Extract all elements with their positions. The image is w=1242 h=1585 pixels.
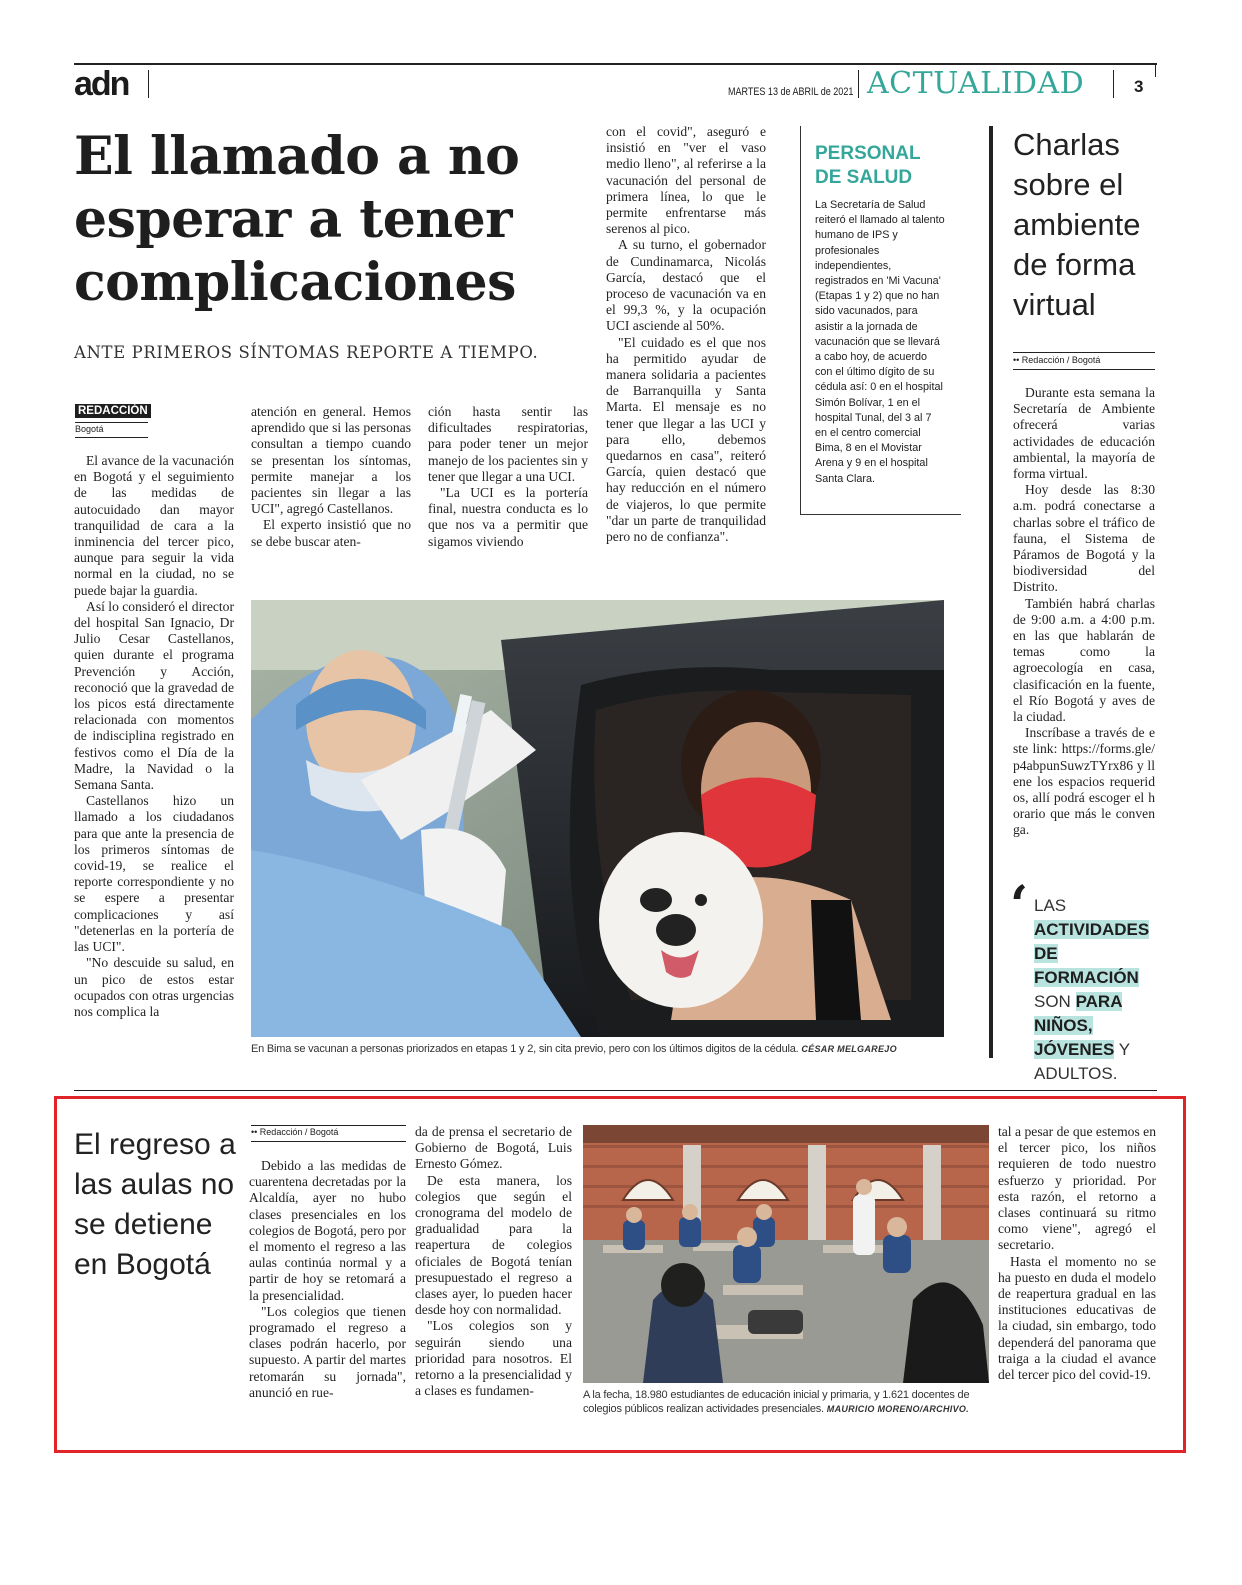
bottom-headline: El regreso a las aulas no se detiene en Bogotá (74, 1128, 236, 1281)
classroom-photo-image (583, 1125, 989, 1383)
vaccination-photo-image (251, 600, 944, 1037)
classroom-photo-caption (583, 1388, 989, 1416)
bottom-col-3 (998, 1124, 1156, 1383)
masthead-date: MARTES 13 de ABRIL de 2021 (728, 86, 854, 98)
main-subhead: ANTE PRIMEROS SÍNTOMAS REPORTE A TIEMPO. (74, 343, 539, 362)
paragraph: Así lo consideró el director del hospital San Ignacio, Dr Julio Cesar Castellanos, quien durante el programa Prevención y Acción, reconoció que la gravedad de los picos está directamente relacionada con momentos de indisciplina registrado en festivos como el Día de la Madre, la Navidad o la Semana Santa. (74, 598, 234, 793)
paragraph: También habrá charlas de 9:00 a.m. a 4:00 p.m. en las que hablarán de temas como la agroecología en casa, clasificación en la fuente, el Río Bogotá y aves de la ciudad. (1013, 595, 1155, 725)
byline-rule (75, 422, 148, 423)
right-byline: •• Redacción / Bogotá (1013, 355, 1101, 365)
paragraph: "No descuide su salud, en un pico de estos estar ocupados con otras urgencias nos complica la (74, 955, 234, 1019)
pull-quote (1034, 894, 1154, 1086)
bottom-byline-rule-top (251, 1125, 406, 1126)
section-divider (1113, 70, 1114, 98)
main-col-1 (74, 453, 234, 1020)
sidebar-body: La Secretaría de Salud reiteró el llamado al talento humano de IPS y profesionales independientes, registrados en 'Mi Vacuna' (Etapas 1 y 2) que no han sido vacunados, para asistir a la jornada de vacunación que se llevará a cabo hoy, de acuerdo con el último dígito de su cédula así: 0 en el hospital Simón Bolívar, 1 en el hospital Tunal, del 3 al 7 en el centro comercial Bima, 8 en el Movistar Arena y 9 en el hospital Santa Clara. (815, 199, 945, 485)
paragraph: Hasta el momento no se ha puesto en duda el modelo de reapertura gradual en las instituciones educativas de la ciudad, sin embargo, todo dependerá del panorama que traiga a la ciudad el avance del tercer pico del covid-19. (998, 1253, 1156, 1383)
paragraph: da de prensa el secretario de Gobierno de Bogotá, Luis Ernesto Gómez. (415, 1124, 572, 1172)
bottom-col-2 (415, 1124, 572, 1399)
paragraph: El avance de la vacunación en Bogotá y el seguimiento de las medidas de autocuidado dan mayor tranquilidad de cara a la inminencia del tercer pico, aunque para seguir la vida normal en la ciudad, no se puede bajar la guardia. (74, 453, 234, 598)
adn-logo: adn (74, 65, 129, 103)
caption-text: A la fecha, 18.980 estudiantes de educación inicial y primaria, y 1.621 docentes de colegios públicos realizan actividades presenciales. (583, 1389, 970, 1415)
byline-rule-bottom (75, 437, 148, 438)
paragraph: "El cuidado es el que nos ha permitido ayudar de manera solidaria a pacientes de Barranquilla y Santa Marta. El mensaje es no tener que llegar a las UCI y para ello, debemos quedarnos en casa", reiteró García, quien destacó que hay reducción en el número de viajeros, lo que permite "dar un parte de tranquilidad pero no de confianza". (606, 334, 766, 545)
paragraph: con el covid", aseguró e insistió en "ver el vaso medio lleno", al referirse a la vacunación del personal de primera línea, lo que le permite enfrentarse más serenos al pico. (606, 124, 766, 237)
page-edge-rule (1155, 63, 1156, 77)
quote-part: Y ADULTOS. (1034, 1040, 1130, 1083)
page-number: 3 (1134, 77, 1144, 96)
paragraph: A su turno, el gobernador de Cundinamarca, Nicolás García, destacó que el proceso de vacunación va en el 99,3 %, y la ocupación UCI asciende al 50%. (606, 237, 766, 334)
quote-part: SON (1034, 992, 1076, 1011)
date-divider (858, 70, 859, 98)
logo-divider (148, 70, 149, 98)
main-col-4 (606, 124, 766, 545)
sidebar-title (815, 142, 921, 190)
main-col-3 (428, 404, 588, 550)
right-article-body (1013, 385, 1155, 839)
bottom-byline-rule-bottom (251, 1141, 406, 1142)
photo-credit: CÉSAR MELGAREJO (801, 1044, 897, 1054)
quote-part: LAS (1034, 896, 1067, 915)
right-headline: Charlas sobre el ambiente de forma virtual (1013, 127, 1141, 322)
paragraph: De esta manera, los colegios que según el cronograma del modelo de gradualidad para la reapertura de colegios oficiales de Bogotá tenían presupuestado el regreso a clases ayer, lo pueden hacer desde hoy con normalidad. (415, 1172, 572, 1318)
section-separator (74, 1090, 1157, 1091)
byline-place: Bogotá (75, 424, 104, 434)
paragraph: ción hasta sentir las dificultades respiratorias, para poder tener un mejor manejo de los pacientes sin y tener que llegar a una UCI. (428, 404, 588, 484)
photo-credit: MAURICIO MORENO/ARCHIVO. (826, 1404, 969, 1414)
sidebar-title-line2: DE SALUD (815, 167, 913, 188)
vaccination-photo (251, 600, 944, 1037)
bottom-col-1 (249, 1158, 406, 1401)
quote-highlight: ACTIVIDADES DE FORMACIÓN (1034, 920, 1150, 987)
right-byline-rule-bottom (1013, 369, 1155, 370)
byline-author: REDACCIÓN (75, 404, 151, 418)
right-column-divider (989, 126, 993, 1058)
paragraph: tal a pesar de que estemos en el tercer pico, los niños requieren de todo nuestro esfuerzo y prioridad. Por esta razón, el retorno a clases continuará su ritmo como viene", agregó el secretario. (998, 1124, 1156, 1253)
paragraph: Durante esta semana la Secretaría de Ambiente ofrecerá varias actividades de educación ambiental, la mayoría de forma virtual. (1013, 385, 1155, 482)
main-headline: El llamado a no esperar a tener complicaciones (74, 126, 520, 313)
bottom-byline: •• Redacción / Bogotá (251, 1127, 339, 1137)
paragraph: atención en general. Hemos aprendido que si las personas consultan a tiempo cuando se presentan los síntomas, permite manejar a los pacientes sin llegar a las UCI", agregó Castellanos. (251, 404, 411, 517)
paragraph: Castellanos hizo un llamado a los ciudadanos para que ante la presencia de los primeros síntomas de covid-19, se realice el reporte correspondiente y no se espere a presentar complicaciones y así "detenerlas en la portería de las UCI". (74, 793, 234, 955)
vaccination-photo-caption (251, 1043, 944, 1055)
quote-highlight: PARA NIÑOS, JÓVENES (1034, 992, 1123, 1059)
section-name: ACTUALIDAD (867, 66, 1085, 101)
paragraph: "Los colegios son y seguirán siendo una prioridad para nosotros. El retorno a la presencialidad y a clases es fundamen- (415, 1318, 572, 1399)
paragraph: "Los colegios que tienen programado el regreso a clases podrán hacerlo, por supuesto. A partir del martes retomarán su jornada", anunció en rue- (249, 1303, 406, 1400)
paragraph: El experto insistió que no se debe buscar aten- (251, 517, 411, 549)
classroom-photo (583, 1125, 989, 1383)
paragraph: Hoy desde las 8:30 a.m. podrá conectarse a charlas sobre el tráfico de fauna, el Sistema de Páramos de Bogotá y la biodiversidad del Distrito. (1013, 482, 1155, 595)
paragraph: Debido a las medidas de cuarentena decretadas por la Alcaldía, ayer no hubo clases presenciales en los colegios de Bogotá, pero por el momento el regreso a las aulas continúa normal y a partir de hoy se retomará a la presencialidad. (249, 1158, 406, 1303)
caption-text: En Bima se vacunan a personas priorizados en etapas 1 y 2, sin cita previo, pero con los últimos digitos de la cédula. (251, 1043, 799, 1055)
main-col-2 (251, 404, 411, 550)
paragraph: Inscríbase a través de este link: https://forms.gle/p4abpunSuwzTYrx86 y llene los espacios requeridos, allí podrá escoger el horario que más le convenga. (1013, 725, 1155, 838)
sidebar-title-line1: PERSONAL (815, 143, 921, 164)
paragraph: "La UCI es la portería final, nuestra conducta es lo que nos va a permitir que sigamos viviendo (428, 485, 588, 549)
quote-mark-icon: ‘ (1010, 875, 1029, 936)
right-byline-rule-top (1013, 352, 1155, 353)
top-rule (74, 63, 1157, 65)
